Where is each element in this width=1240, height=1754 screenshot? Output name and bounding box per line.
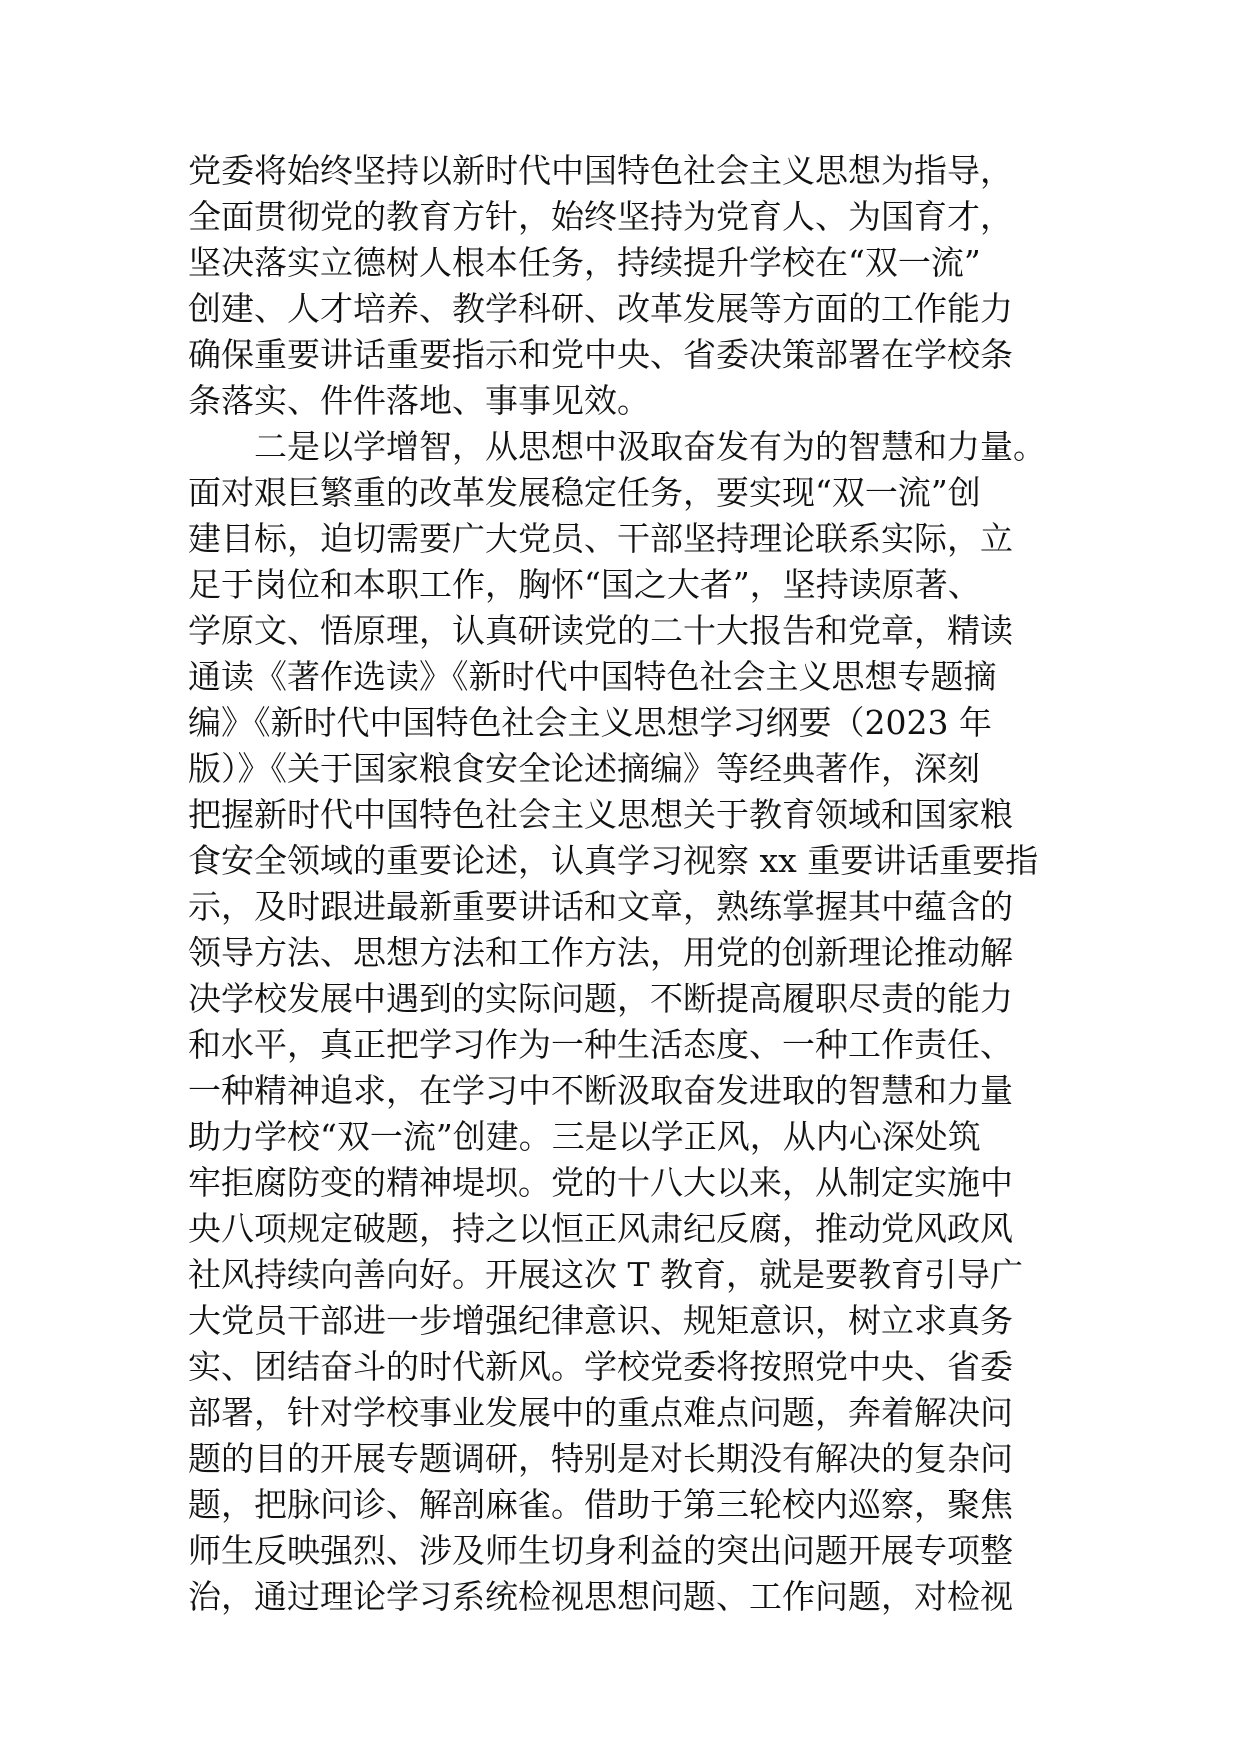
text-line: 题，把脉问诊、解剖麻雀。借助于第三轮校内巡察，聚焦 <box>188 1485 1013 1524</box>
text-line: 版）》《关于国家粮食安全论述摘编》等经典著作，深刻 <box>188 749 980 788</box>
text-line: 通读《著作选读》《新时代中国特色社会主义思想专题摘 <box>188 657 997 696</box>
text-line: 大党员干部进一步增强纪律意识、规矩意识，树立求真务 <box>188 1301 1013 1340</box>
text-line: 社风持续向善向好。开展这次 T 教育，就是要教育引导广 <box>188 1255 1023 1294</box>
text-line: 和水平，真正把学习作为一种生活态度、一种工作责任、 <box>188 1025 1013 1064</box>
text-line: 条落实、件件落地、事事见效。 <box>188 381 650 420</box>
text-line: 治，通过理论学习系统检视思想问题、工作问题，对检视 <box>188 1577 1013 1616</box>
text-line: 决学校发展中遇到的实际问题，不断提高履职尽责的能力 <box>188 979 1013 1018</box>
text-line: 学原文、悟原理，认真研读党的二十大报告和党章，精读 <box>188 611 1013 650</box>
text-line: 党委将始终坚持以新时代中国特色社会主义思想为指导， <box>188 151 1013 190</box>
paragraph-first-line: 二是以学增智，从思想中汲取奋发有为的智慧和力量。 <box>254 427 1046 466</box>
text-line: 师生反映强烈、涉及师生切身利益的突出问题开展专项整 <box>188 1531 1013 1570</box>
text-line: 全面贯彻党的教育方针，始终坚持为党育人、为国育才， <box>188 197 1013 236</box>
text-line: 创建、人才培养、教学科研、改革发展等方面的工作能力 <box>188 289 1013 328</box>
text-line: 央八项规定破题，持之以恒正风肃纪反腐，推动党风政风 <box>188 1209 1013 1248</box>
text-line: 领导方法、思想方法和工作方法，用党的创新理论推动解 <box>188 933 1013 972</box>
text-line: 部署，针对学校事业发展中的重点难点问题，奔着解决问 <box>188 1393 1013 1432</box>
body-text <box>188 148 1068 1620</box>
text-line: 食安全领域的重要论述，认真学习视察 xx 重要讲话重要指 <box>188 841 1039 880</box>
text-line: 坚决落实立德树人根本任务，持续提升学校在“双一流” <box>188 243 981 282</box>
text-line: 实、团结奋斗的时代新风。学校党委将按照党中央、省委 <box>188 1347 1013 1386</box>
text-line: 示，及时跟进最新重要讲话和文章，熟练掌握其中蕴含的 <box>188 887 1013 926</box>
text-line: 足于岗位和本职工作，胸怀“国之大者”，坚持读原著、 <box>188 565 981 604</box>
text-line: 一种精神追求，在学习中不断汲取奋发进取的智慧和力量 <box>188 1071 1013 1110</box>
text-line: 面对艰巨繁重的改革发展稳定任务，要实现“双一流”创 <box>188 473 981 512</box>
text-line: 建目标，迫切需要广大党员、干部坚持理论联系实际，立 <box>188 519 1013 558</box>
text-line: 牢拒腐防变的精神堤坝。党的十八大以来，从制定实施中 <box>188 1163 1013 1202</box>
text-line: 确保重要讲话重要指示和党中央、省委决策部署在学校条 <box>188 335 1013 374</box>
text-line: 助力学校“双一流”创建。三是以学正风，从内心深处筑 <box>188 1117 981 1156</box>
text-line: 编》《新时代中国特色社会主义思想学习纲要（2023 年 <box>188 703 992 742</box>
text-line: 把握新时代中国特色社会主义思想关于教育领域和国家粮 <box>188 795 1013 834</box>
text-line: 题的目的开展专题调研，特别是对长期没有解决的复杂问 <box>188 1439 1013 1478</box>
